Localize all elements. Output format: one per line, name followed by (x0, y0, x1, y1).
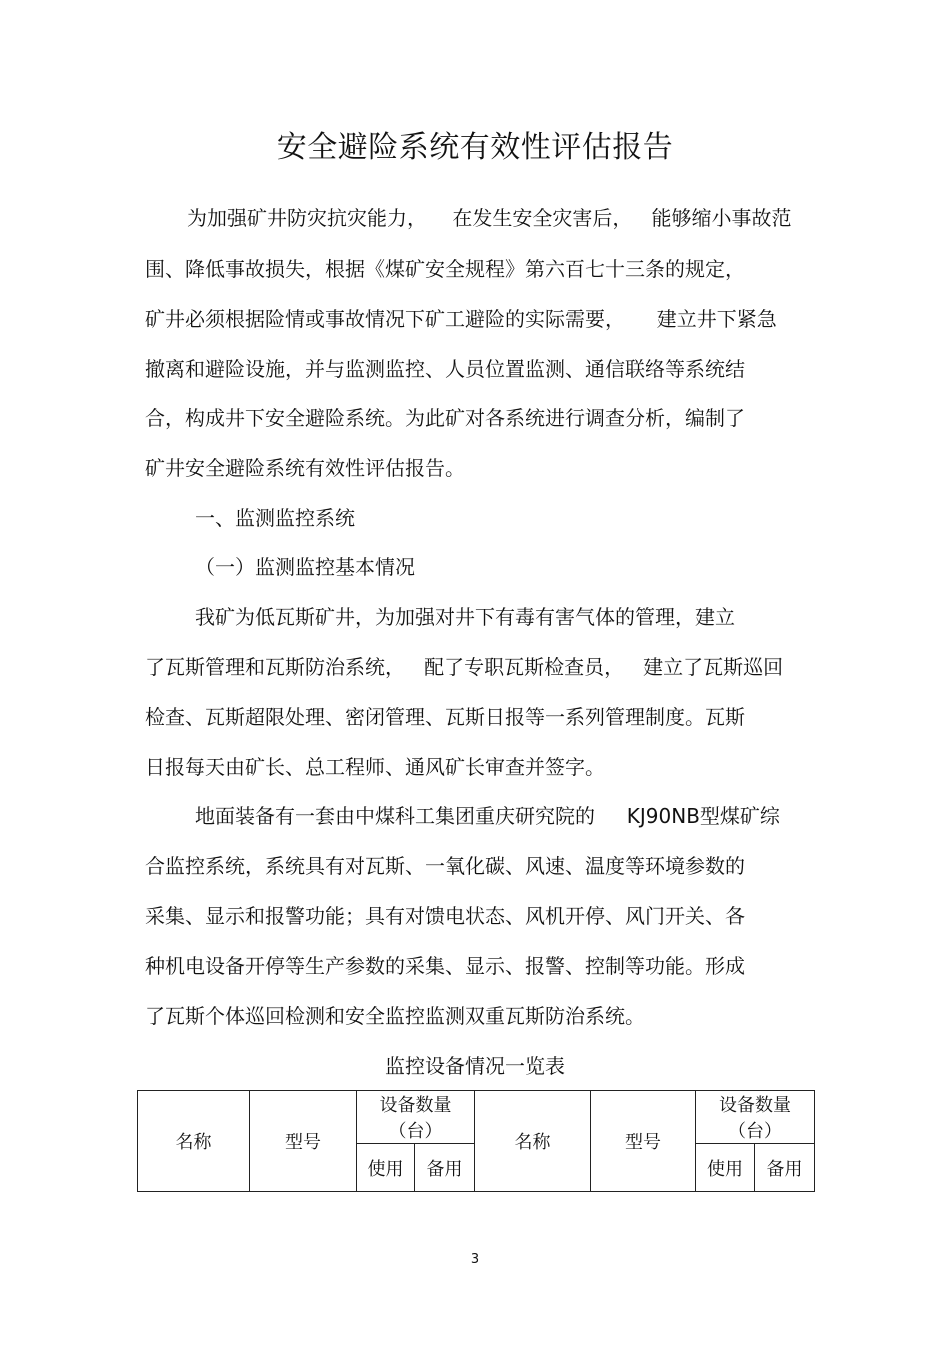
equipment-table (137, 1090, 815, 1192)
header-quantity-line1: 设备数量 (379, 1095, 452, 1116)
header-name: 名称 (138, 1091, 250, 1192)
header-quantity-line1: 设备数量 (719, 1095, 791, 1116)
section-heading: 一、监测监控系统 (195, 506, 355, 530)
header-in-use: 使用 (357, 1144, 415, 1192)
paragraph-line: 合监控系统，系统具有对瓦斯、一氧化碳、风速、温度等环境参数的 (145, 854, 745, 878)
paragraph-line: 日报每天由矿长、总工程师、通风矿长审查并签字。 (145, 755, 605, 779)
header-spare: 备用 (415, 1144, 475, 1192)
document-title: 安全避险系统有效性评估报告 (276, 130, 674, 165)
header-quantity (696, 1091, 815, 1144)
subsection-heading: （一）监测监控基本情况 (195, 555, 415, 579)
header-spare: 备用 (755, 1144, 815, 1192)
paragraph-line: 矿井必须根据险情或事故情况下矿工避险的实际需要， 建立井下紧急 (145, 307, 777, 331)
page-number: 3 (470, 1252, 480, 1267)
paragraph-line: 了瓦斯管理和瓦斯防治系统， 配了专职瓦斯检查员， 建立了瓦斯巡回 (145, 655, 784, 679)
paragraph-line: 种机电设备开停等生产参数的采集、显示、报警、控制等功能。形成 (145, 954, 745, 978)
header-in-use: 使用 (696, 1144, 755, 1192)
paragraph-line: 地面装备有一套由中煤科工集团重庆研究院的 KJ90NB型煤矿综 (195, 804, 780, 828)
table-caption: 监控设备情况一览表 (385, 1054, 565, 1078)
paragraph-line: 了瓦斯个体巡回检测和安全监控监测双重瓦斯防治系统。 (145, 1004, 645, 1028)
paragraph-line: 矿井安全避险系统有效性评估报告。 (145, 456, 465, 480)
paragraph-line: 合，构成井下安全避险系统。为此矿对各系统进行调查分析，编制了 (145, 406, 745, 430)
header-quantity-line2: （台） (388, 1121, 443, 1142)
paragraph-line: 采集、显示和报警功能；具有对馈电状态、风机开停、风门开关、各 (145, 904, 745, 928)
header-model: 型号 (250, 1091, 357, 1192)
paragraph-line: 检查、瓦斯超限处理、密闭管理、瓦斯日报等一系列管理制度。瓦斯 (145, 705, 745, 729)
paragraph-line: 为加强矿井防灾抗灾能力， 在发生安全灾害后， 能够缩小事故范 (187, 206, 792, 230)
paragraph-line: 撤离和避险设施，并与监测监控、人员位置监测、通信联络等系统结 (145, 357, 745, 381)
header-quantity (357, 1091, 475, 1144)
header-quantity-line2: （台） (728, 1121, 782, 1142)
header-model: 型号 (591, 1091, 696, 1192)
paragraph-line: 围、降低事故损失，根据《煤矿安全规程》第六百七十三条的规定， (145, 257, 745, 281)
paragraph-line: 我矿为低瓦斯矿井，为加强对井下有毒有害气体的管理，建立 (195, 605, 735, 629)
header-name: 名称 (475, 1091, 591, 1192)
